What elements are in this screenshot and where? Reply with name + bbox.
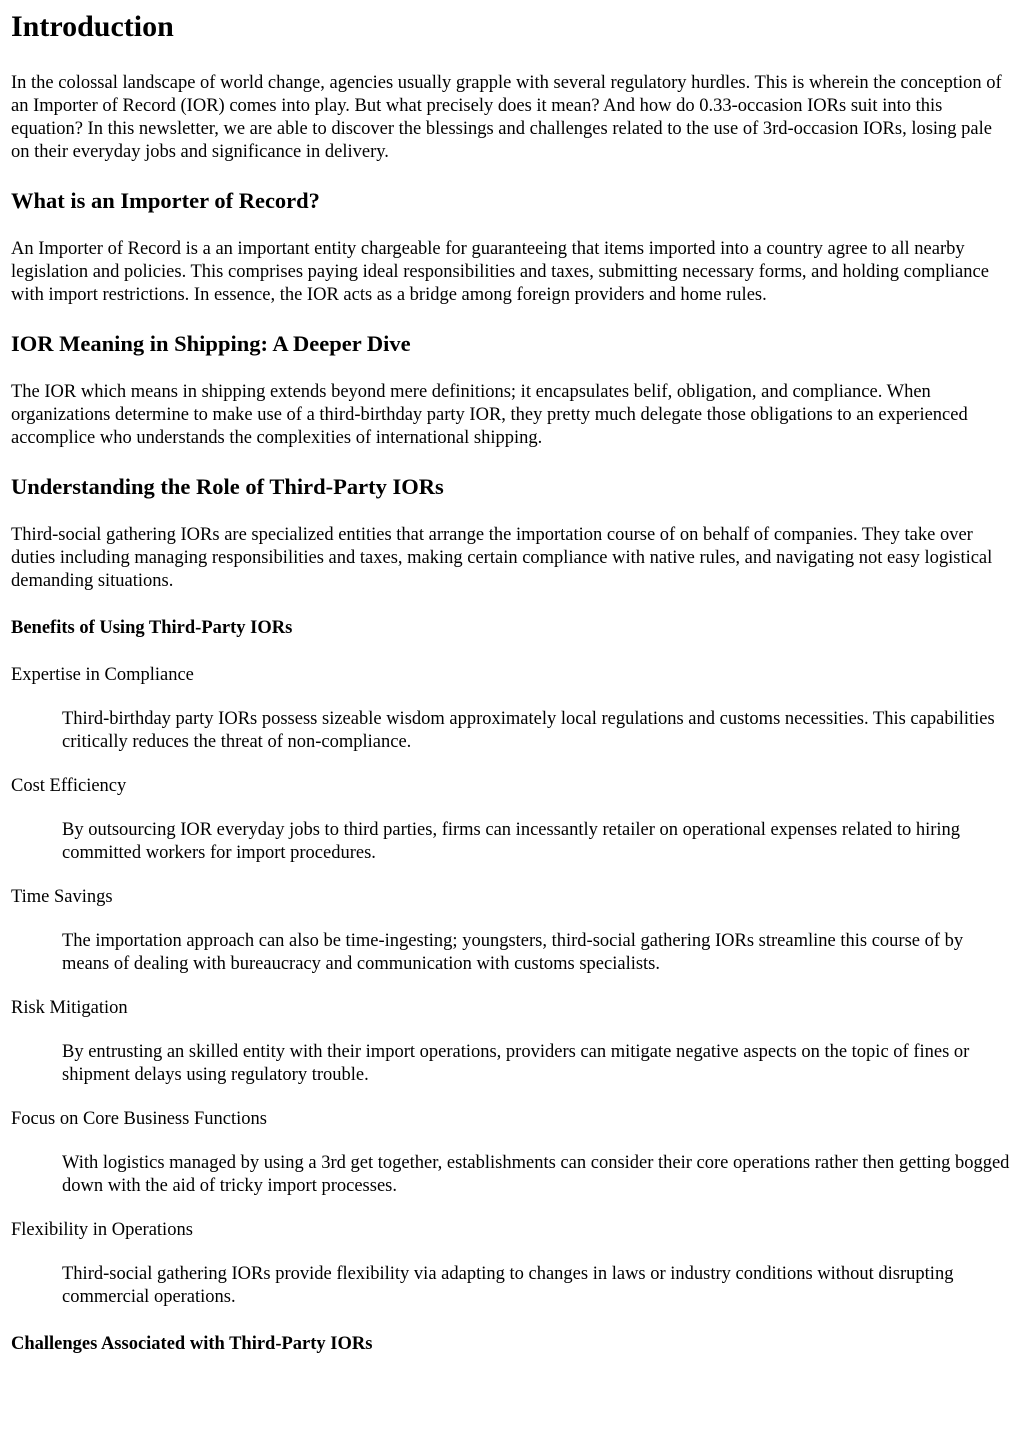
- intro-paragraph: In the colossal landscape of world change, agencies usually grapple with several regulatory hurdles. This is wherein the conception of an Importer of Record (IOR) comes into play. But what precisely does it mean? And how do 0.33-occasion IORs suit into this equation? In this newsletter, we are able to discover the blessings and challenges related to the use of 3rd-occasion IORs, losing pale on their everyday jobs and significance in delivery.: [11, 73, 1002, 162]
- challenges-heading: Challenges Associated with Third-Party IORs: [11, 1334, 373, 1354]
- role-paragraph: Third-social gathering IORs are specialized entities that arrange the importation course of on behalf of companies. They take over duties including managing responsibilities and taxes, making certain compliance with native rules, and navigating not easy logistical demanding situations.: [11, 525, 993, 591]
- intro-heading: Introduction: [11, 10, 174, 43]
- benefit-term-time: Time Savings: [11, 887, 113, 907]
- role-heading: Understanding the Role of Third-Party IORs: [11, 474, 444, 499]
- benefit-description-compliance: Third-birthday party IORs possess sizeable wisdom approximately local regulations and customs necessities. This capabilities critically reduces the threat of non-compliance.: [62, 709, 995, 752]
- meaning-heading: IOR Meaning in Shipping: A Deeper Dive: [11, 331, 411, 356]
- benefits-list: [11, 664, 1014, 1309]
- benefit-description-risk: By entrusting an skilled entity with their import operations, providers can mitigate negative aspects on the topic of fines or shipment delays using regulatory trouble.: [62, 1042, 970, 1085]
- meaning-paragraph: The IOR which means in shipping extends beyond mere definitions; it encapsulates belif, obligation, and compliance. When organizations determine to make use of a third-birthday party IOR, they pretty much delegate those obligations to an experienced accomplice who understands the complexities of international shipping.: [11, 382, 968, 448]
- benefit-description-focus: With logistics managed by using a 3rd get together, establishments can consider their core operations rather then getting bogged down with the aid of tricky import processes.: [62, 1153, 1010, 1196]
- ior-paragraph: An Importer of Record is a an important entity chargeable for guaranteeing that items imported into a country agree to all nearby legislation and policies. This comprises paying ideal responsibilities and taxes, submitting necessary forms, and holding compliance with import restrictions. In essence, the IOR acts as a bridge among foreign providers and home rules.: [11, 239, 989, 305]
- benefit-term-risk: Risk Mitigation: [11, 998, 128, 1018]
- benefit-description-time: The importation approach can also be time-ingesting; youngsters, third-social gathering IORs streamline this course of by means of dealing with bureaucracy and communication with customs specialists.: [62, 931, 964, 974]
- benefit-description-cost: By outsourcing IOR everyday jobs to third parties, firms can incessantly retailer on operational expenses related to hiring committed workers for import procedures.: [62, 820, 961, 863]
- ior-heading: What is an Importer of Record?: [11, 188, 320, 213]
- benefit-term-flexibility: Flexibility in Operations: [11, 1220, 193, 1240]
- benefit-term-focus: Focus on Core Business Functions: [11, 1109, 267, 1129]
- benefit-term-compliance: Expertise in Compliance: [11, 665, 194, 685]
- benefit-term-cost: Cost Efficiency: [11, 776, 127, 796]
- benefit-description-flexibility: Third-social gathering IORs provide flexibility via adapting to changes in laws or industry conditions without disrupting commercial operations.: [62, 1264, 954, 1307]
- benefits-heading: Benefits of Using Third-Party IORs: [11, 618, 293, 638]
- article: [0, 10, 1024, 1356]
